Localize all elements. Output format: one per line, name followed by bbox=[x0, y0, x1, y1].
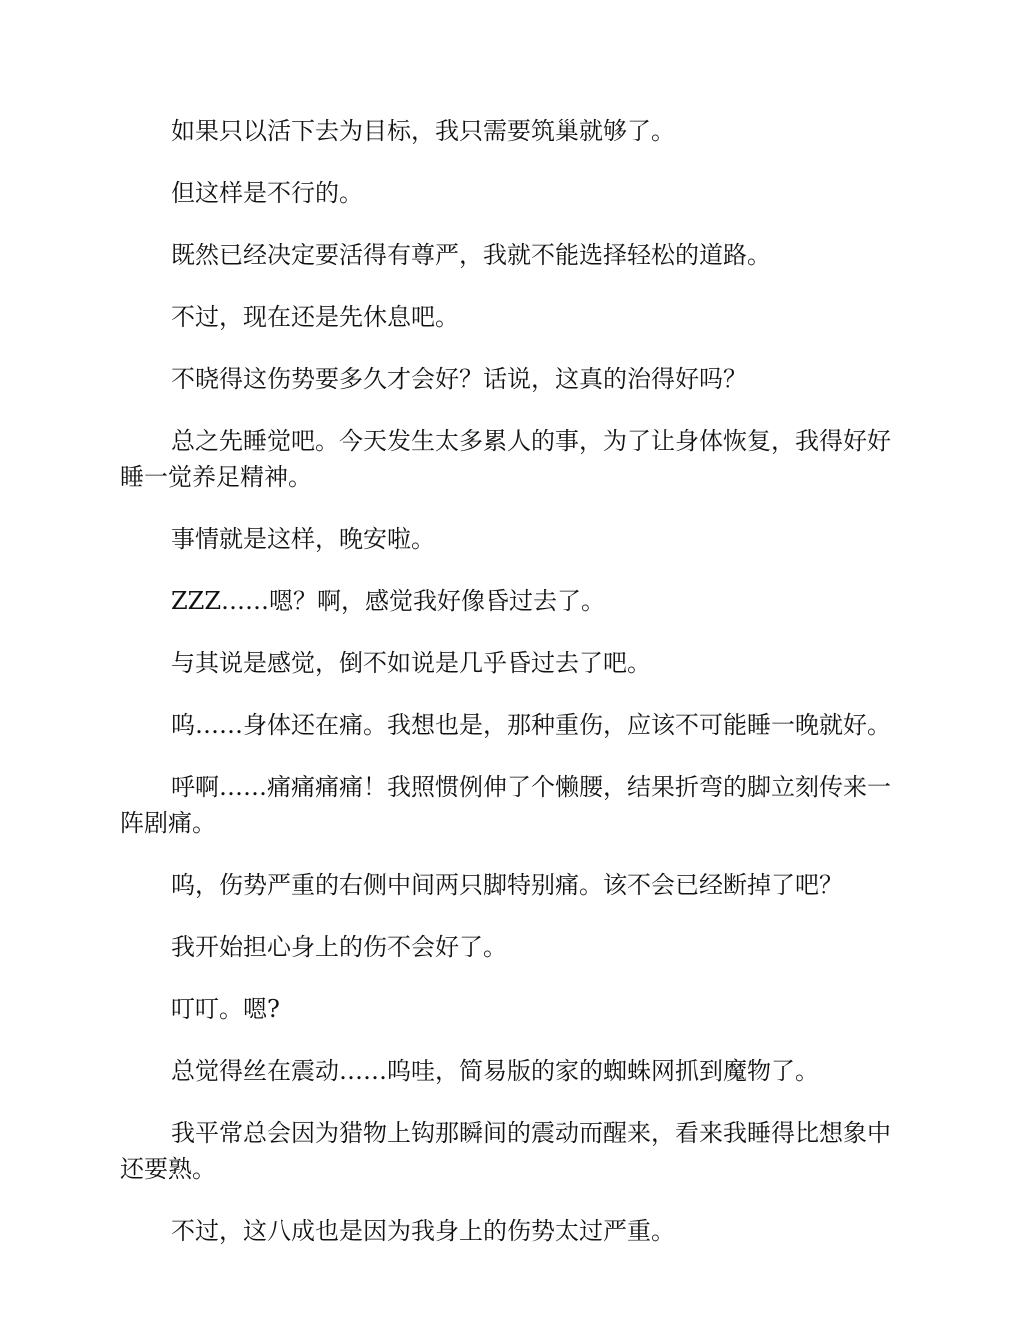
paragraph: 不过，这八成也是因为我身上的伤势太过严重。 bbox=[171, 1217, 675, 1245]
paragraph: 事情就是这样，晚安啦。 bbox=[171, 525, 435, 553]
paragraph: 呼啊……痛痛痛痛！我照惯例伸了个懒腰，结果折弯的脚立刻传来一阵剧痛。 bbox=[120, 773, 891, 837]
paragraph: 呜……身体还在痛。我想也是，那种重伤，应该不可能睡一晚就好。 bbox=[171, 711, 891, 739]
paragraph: 总觉得丝在震动……呜哇，简易版的家的蜘蛛网抓到魔物了。 bbox=[171, 1057, 819, 1085]
paragraph: 我开始担心身上的伤不会好了。 bbox=[171, 933, 507, 961]
paragraph: 既然已经决定要活得有尊严，我就不能选择轻松的道路。 bbox=[171, 241, 771, 269]
paragraph: 我平常总会因为猎物上钩那瞬间的震动而醒来，看来我睡得比想象中还要熟。 bbox=[120, 1119, 891, 1183]
paragraph: 呜，伤势严重的右侧中间两只脚特别痛。该不会已经断掉了吧？ bbox=[171, 871, 843, 899]
paragraph: ZZZ……嗯？啊，感觉我好像昏过去了。 bbox=[171, 587, 606, 615]
document-body bbox=[120, 113, 900, 1275]
paragraph: 不晓得这伤势要多久才会好？话说，这真的治得好吗？ bbox=[171, 365, 747, 393]
paragraph: 如果只以活下去为目标，我只需要筑巢就够了。 bbox=[171, 117, 675, 145]
paragraph: 与其说是感觉，倒不如说是几乎昏过去了吧。 bbox=[171, 649, 651, 677]
paragraph: 叮叮。嗯? bbox=[171, 995, 280, 1023]
paragraph: 但这样是不行的。 bbox=[171, 179, 363, 207]
paragraph: 不过，现在还是先休息吧。 bbox=[171, 303, 459, 331]
paragraph: 总之先睡觉吧。今天发生太多累人的事，为了让身体恢复，我得好好睡一觉养足精神。 bbox=[120, 427, 891, 491]
